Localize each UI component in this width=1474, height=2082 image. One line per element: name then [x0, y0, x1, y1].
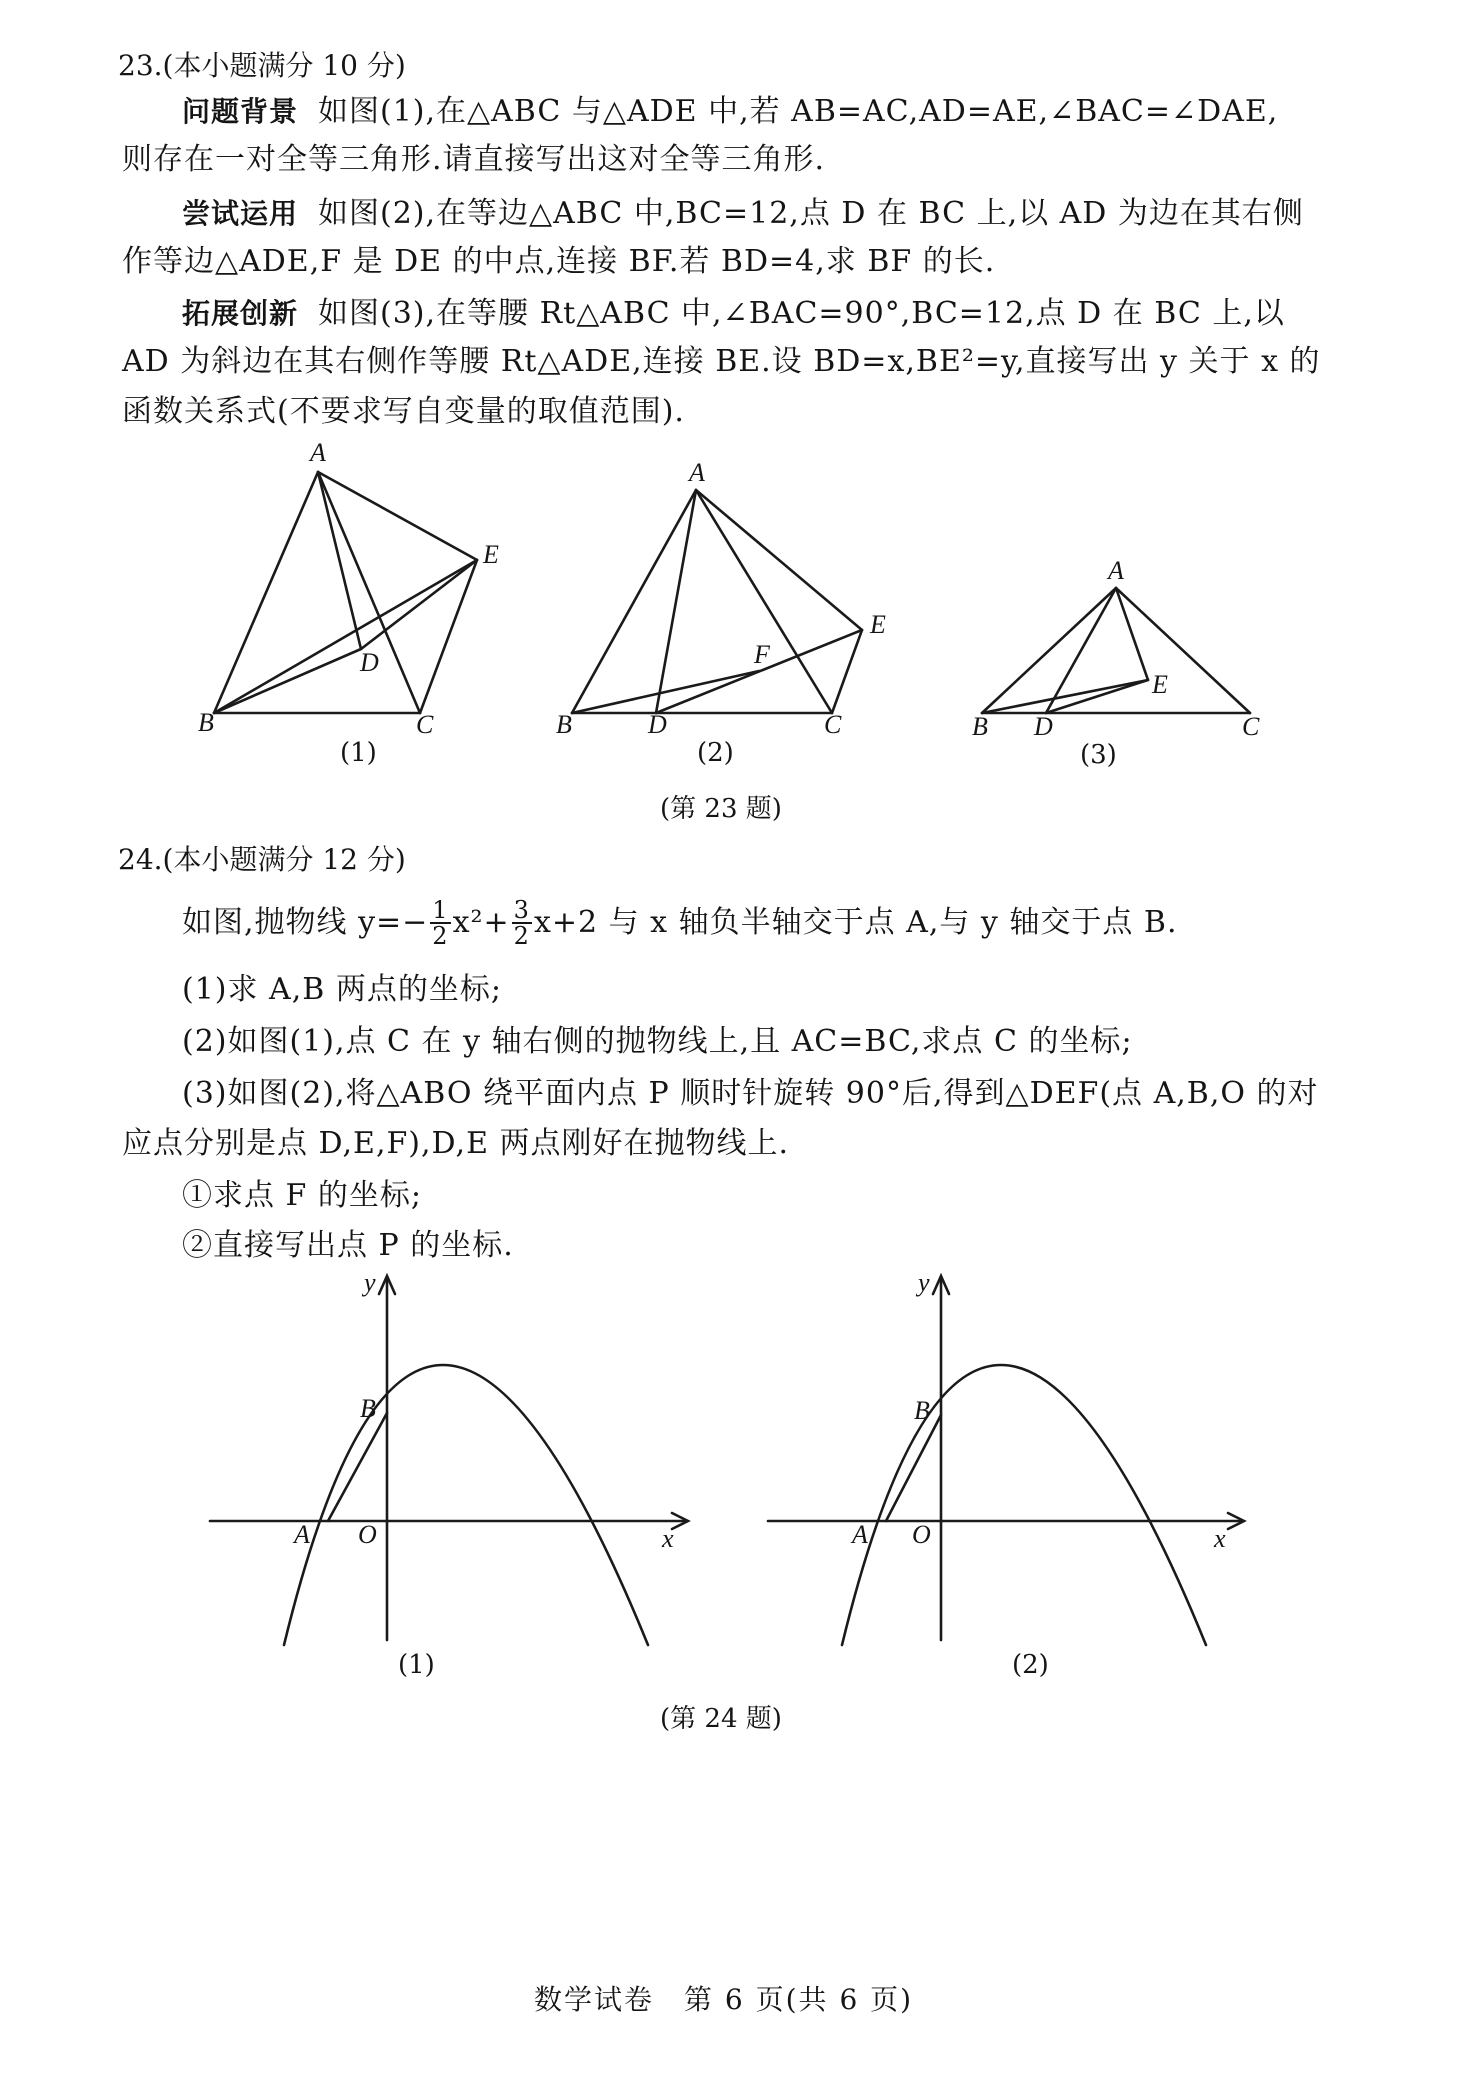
q24-fig1-caption: (1) — [398, 1650, 435, 1680]
q23-extension-title: 拓展创新 — [182, 297, 299, 330]
q23-fig2-label: F — [754, 640, 770, 669]
q23-background-text2: 则存在一对全等三角形.请直接写出这对全等三角形. — [122, 142, 826, 177]
q23-extension-text1: 如图(3),在等腰 Rt△ABC 中,∠BAC=90°,BC=12,点 D 在 BC 上,以 — [318, 296, 1285, 331]
q23-fig3-label: E — [1152, 670, 1168, 699]
q23-fig1-caption: (1) — [340, 738, 377, 768]
q24-fig2-caption: (2) — [1012, 1650, 1049, 1680]
q24-part3-item2: ②直接写出点 P 的坐标. — [182, 1228, 514, 1263]
q23-fig3-caption: (3) — [1080, 740, 1117, 770]
q23-fig2-label: C — [824, 710, 842, 739]
q24-intro-post: x+2 与 x 轴负半轴交于点 A,与 y 轴交于点 B. — [533, 905, 1178, 940]
q24-fig1-point-label: A — [294, 1520, 310, 1549]
q24-part1: (1)求 A,B 两点的坐标; — [182, 972, 502, 1007]
q23-try-text1: 如图(2),在等边△ABC 中,BC=12,点 D 在 BC 上,以 AD 为边在其右侧 — [318, 196, 1304, 231]
q23-fig3-label: C — [1242, 712, 1260, 741]
q23-fig1-label: B — [198, 708, 214, 737]
q24-fig2-origin-label: O — [912, 1520, 931, 1549]
q23-fig2-label: D — [648, 710, 667, 739]
q23-fig2-label: B — [556, 710, 572, 739]
q23-try-title: 尝试运用 — [182, 197, 299, 230]
q23-fig2-label: A — [689, 458, 705, 487]
q24-fig1-axis-label: x — [662, 1524, 674, 1553]
q23-try-text2: 作等边△ADE,F 是 DE 的中点,连接 BF.若 BD=4,求 BF 的长. — [122, 244, 996, 279]
q23-background-title: 问题背景 — [182, 95, 299, 128]
q24-fig2-point-label: B — [914, 1396, 930, 1425]
q24-fig2-point-label: A — [852, 1520, 868, 1549]
q23-fig3-label: B — [972, 712, 988, 741]
q24-fig1-origin-label: O — [358, 1520, 377, 1549]
q24-part3-line1: (3)如图(2),将△ABO 绕平面内点 P 顺时针旋转 90°后,得到△DEF(点 A,B,O 的对 — [182, 1076, 1319, 1111]
q23-extension-text2: AD 为斜边在其右侧作等腰 Rt△ADE,连接 BE.设 BD=x,BE²=y,直接写出 y 关于 x 的 — [122, 344, 1321, 379]
q24-fig1-axis-label: y — [364, 1268, 376, 1297]
q23-background-text1: 如图(1),在△ABC 与△ADE 中,若 AB=AC,AD=AE,∠BAC=∠DAE, — [318, 94, 1279, 129]
q24-fraction-1-numerator: 1 — [432, 896, 449, 924]
q24-fraction-2-numerator: 3 — [513, 896, 530, 924]
q24-figure-caption: (第 24 题) — [660, 1704, 782, 1734]
page-footer: 数学试卷 第 6 页(共 6 页) — [534, 1983, 914, 2016]
q23-fig2-caption: (2) — [697, 738, 734, 768]
q23-fig1-label: D — [360, 648, 379, 677]
q24-intro-mid: x²+ — [452, 905, 510, 940]
q23-header: 23.(本小题满分 10 分) — [118, 49, 406, 82]
q23-figure-caption: (第 23 题) — [660, 794, 782, 824]
q24-fig2-axis-label: y — [918, 1268, 930, 1297]
q23-fig1-label: A — [310, 438, 326, 467]
q23-fig2-label: E — [870, 610, 886, 639]
q24-intro-pre: 如图,抛物线 y=− — [182, 905, 429, 940]
q24-fraction-1-denominator: 2 — [432, 922, 449, 950]
q24-fig2-axis-label: x — [1214, 1524, 1226, 1553]
q24-fraction-2-denominator: 2 — [513, 922, 530, 950]
q23-fig1-label: C — [416, 710, 434, 739]
q23-extension-text3: 函数关系式(不要求写自变量的取值范围). — [122, 394, 685, 429]
q24-part3-line2: 应点分别是点 D,E,F),D,E 两点刚好在抛物线上. — [122, 1126, 790, 1161]
q23-fig3-label: D — [1034, 712, 1053, 741]
q24-header: 24.(本小题满分 12 分) — [118, 843, 406, 876]
q24-part3-item1: ①求点 F 的坐标; — [182, 1178, 422, 1213]
q24-fig1-point-label: B — [360, 1394, 376, 1423]
q24-part2: (2)如图(1),点 C 在 y 轴右侧的抛物线上,且 AC=BC,求点 C 的坐标; — [182, 1024, 1133, 1059]
q23-fig1-label: E — [483, 540, 499, 569]
q23-fig3-label: A — [1108, 556, 1124, 585]
